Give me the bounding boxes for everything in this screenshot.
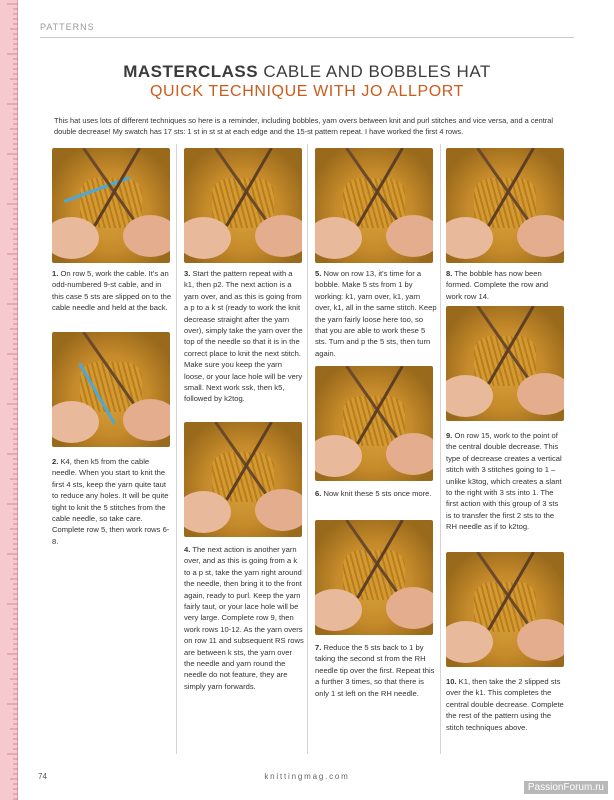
step-2-photo	[52, 332, 170, 447]
ruler-ticks	[0, 0, 18, 800]
step-8-photo	[446, 148, 564, 263]
article-subtitle: QUICK TECHNIQUE WITH JO ALLPORT	[149, 83, 465, 100]
step-8-text: The bobble has now been formed. Complete the row and work row 14.	[446, 269, 549, 301]
step-5	[315, 268, 437, 359]
column-divider	[307, 144, 308, 754]
step-6-number: 6.	[315, 489, 322, 498]
step-3-number: 3.	[184, 269, 191, 278]
step-4-number: 4.	[184, 545, 191, 554]
intro-paragraph: This hat uses lots of different techniques so here is a reminder, including bobbles, yarn overs between knit and purl stitches and vice versa, and a central double decrease! My swatch has 17 sts: 1 st in st st at each edge and the 15-st pattern repeat. I have worked the first 4 rows.	[54, 116, 554, 136]
step-6-text: Now knit these 5 sts once more.	[321, 489, 432, 498]
step-10-photo	[446, 552, 564, 667]
step-2-number: 2.	[52, 457, 59, 466]
page-number: 74	[38, 772, 47, 781]
step-1-photo	[52, 148, 170, 263]
footer-website: knittingmag.com	[264, 772, 350, 781]
step-9-photo	[446, 306, 564, 421]
step-3-text: Start the pattern repeat with a k1, then p2. The next action is a yarn over, and as this is going from a p to a k st (ready to work the knit decrease straight after the yarn over), simply take the yarn over the top of the needle so that it is in the correct place to knit the next stitch. Make sure you keep the yarn loose, or your lace hole will be very small. Next work ssk, then k5, followed by k2tog.	[184, 269, 303, 404]
title-rest: CABLE AND BOBBLES HAT	[258, 62, 491, 81]
step-5-text: Now on row 13, it's time for a bobble. Make 5 sts from 1 by working: k1, yarn over, k1, yarn over, k1, all in the same stitch. Keep the yarn fairly loose here too, so that you are able to work these 5 sts. Turn and p the 5 sts, then turn again.	[315, 269, 437, 358]
step-3-photo	[184, 148, 302, 263]
step-5-photo	[315, 148, 433, 263]
column-divider	[176, 144, 177, 754]
step-6	[315, 488, 437, 499]
step-1-number: 1.	[52, 269, 59, 278]
step-10	[446, 676, 564, 733]
step-2-text: K4, then k5 from the cable needle. When you start to knit the first 4 sts, keep the yarn quite taut to reduce any holes. It will be quite tight to knit the 5 stitches from the cable needle, so take care. Complete row 5, then work rows 6-8.	[52, 457, 170, 546]
section-label: PATTERNS	[40, 22, 95, 32]
watermark: PassionForum.ru	[524, 781, 608, 794]
title-bold: MASTERCLASS	[123, 62, 259, 81]
step-7-number: 7.	[315, 643, 322, 652]
article-title	[0, 62, 614, 82]
step-5-number: 5.	[315, 269, 322, 278]
step-7-photo	[315, 520, 433, 635]
measuring-ruler	[0, 0, 18, 800]
step-7-text: Reduce the 5 sts back to 1 by taking the second st from the RH needle tip over the first. Repeat this a further 3 times, so that there is only 1 st left on the RH needle.	[315, 643, 435, 698]
step-3	[184, 268, 304, 405]
step-4-text: The next action is another yarn over, and as this is going from a k to a p st, take the yarn right around the needle, then bring it to the front again, ready to purl. Keep the yarn fairly taut, or your lace hole will be very large. Complete row 9, then work rows 10-12. As the yarn overs on row 11 and subsequent RS rows are between k sts, the yarn over the needle and yarn round the needle do not feature, they are simply yarn forwards.	[184, 545, 304, 691]
step-4	[184, 544, 304, 692]
step-7	[315, 642, 437, 699]
step-10-number: 10.	[446, 677, 457, 686]
step-9-text: On row 15, work to the point of the central double decrease. This type of decrease creates a vertical stitch with 3 stitches going to 1 – unlike k3tog, which creates a slant to the right with 3 sts into 1. The first action with this group of 3 sts is to transfer the first 2 sts to the RH needle as if to k2tog.	[446, 431, 562, 532]
step-9	[446, 430, 564, 533]
step-4-photo	[184, 422, 302, 537]
column-divider	[440, 144, 441, 754]
header-divider	[40, 37, 574, 38]
step-10-text: K1, then take the 2 slipped sts over the k1. This completes the central double decrease. Complete the rest of the pattern using the stitch techniques above.	[446, 677, 564, 732]
step-8	[446, 268, 564, 302]
step-1	[52, 268, 174, 314]
step-8-number: 8.	[446, 269, 453, 278]
step-6-photo	[315, 366, 433, 481]
step-1-text: On row 5, work the cable. It's an odd-numbered 9-st cable, and in this case 5 sts are slipped on to the cable needle and held at the back.	[52, 269, 172, 313]
step-9-number: 9.	[446, 431, 453, 440]
step-2	[52, 456, 174, 547]
